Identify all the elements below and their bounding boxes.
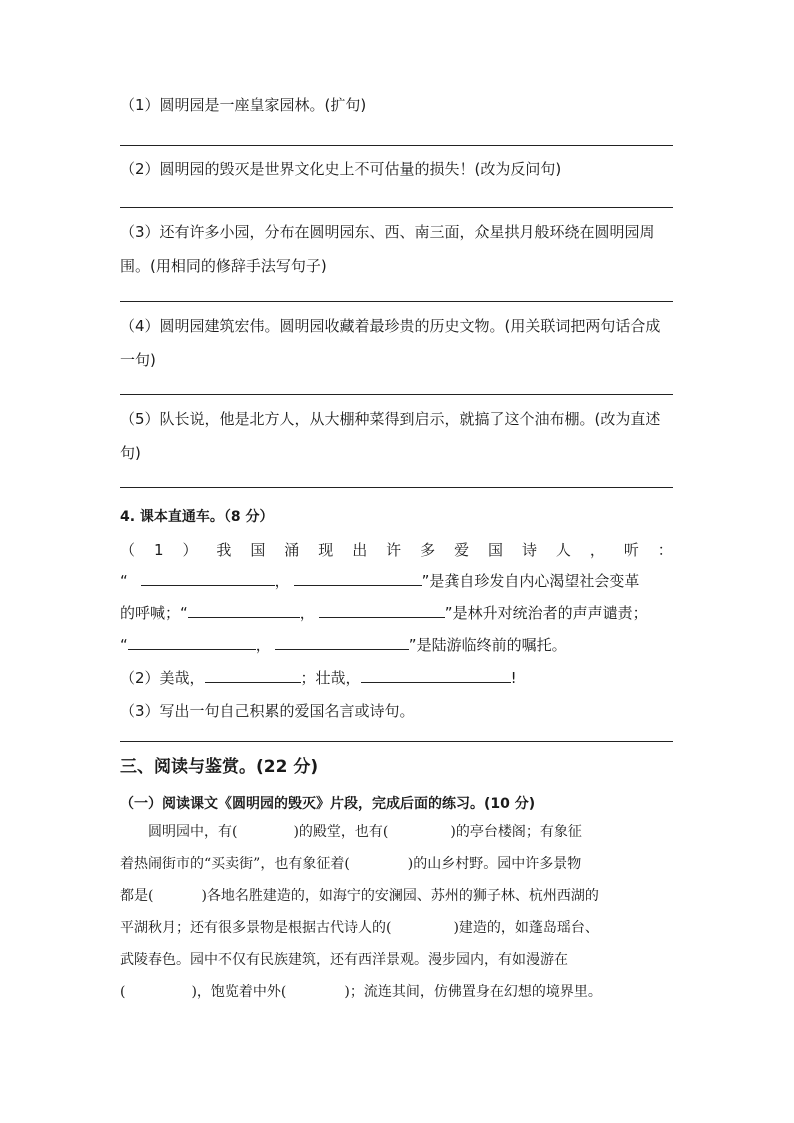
q4-s1-char: 1: [153, 541, 164, 559]
passage-text: )，饱览着中外(: [191, 984, 287, 1000]
q4-s2: [120, 666, 675, 690]
q4-s1-char: 国: [250, 541, 266, 559]
q4-s1-char: 人: [555, 541, 571, 559]
q4-s1-char: ：: [657, 541, 673, 559]
blank-poem-3b[interactable]: [275, 633, 409, 650]
answer-line-5[interactable]: [120, 487, 673, 488]
q3-item-4: （4）圆明园建筑宏伟。圆明园收藏着最珍贵的历史文物。(用关联词把两句话合成一句): [120, 317, 661, 369]
passage-line-6: [120, 976, 676, 1008]
q4-s1-char: 许: [386, 541, 402, 559]
passage-line-5: 武陵春色。园中不仅有民族建筑，还有西洋景观。漫步园内，有如漫游在: [120, 952, 568, 968]
q4-s2-label-a: （2）美哉，: [120, 669, 205, 687]
q4-title: 4. 课本直通车。（8 分）: [120, 509, 274, 525]
blank-poem-2a[interactable]: [188, 601, 300, 618]
q4-s1-char: 国: [488, 541, 504, 559]
q4-s1-char: ）: [182, 541, 198, 559]
q3-item-1: （1）圆明园是一座皇家园林。(扩句): [120, 96, 367, 114]
blank-meizai[interactable]: [205, 666, 301, 683]
reading-passage: [120, 816, 676, 1008]
q4-s1-line4-text: ”是陆游临终前的嘱托。: [408, 636, 567, 654]
q4-s1-line2: [120, 569, 675, 593]
passage-text: (: [120, 984, 126, 1000]
q4-s1-line3-start: 的呼喊；“: [120, 604, 188, 622]
q4-s1-char: 现: [318, 541, 334, 559]
comma: ，: [299, 604, 315, 622]
q4-s1-char: 诗: [521, 541, 537, 559]
passage-text: 平湖秋月；还有很多景物是根据古代诗人的(: [120, 920, 392, 936]
q4-s1-line4: [120, 633, 675, 657]
answer-line-q4-3[interactable]: [120, 741, 673, 742]
q3-item-5: （5）队长说，他是北方人，从大棚种菜得到启示，就搞了这个油布棚。(改为直述句): [120, 410, 661, 462]
section3-title: 三、阅读与鉴赏。(22 分): [120, 757, 319, 777]
q4-s1-spread: [120, 538, 673, 562]
q4-s1-char: 爱: [454, 541, 470, 559]
q4-s2-label-b: ；壮哉，: [300, 669, 361, 687]
q4-s1-line3: [120, 601, 675, 625]
passage-text: )建造的，如蓬岛瑶台、: [453, 920, 599, 936]
q4-s1-line1: [120, 538, 675, 562]
passage-text: 着热闹街市的“买卖街”，也有象征着(: [120, 856, 350, 872]
answer-line-4[interactable]: [120, 394, 673, 395]
q4-s1-char: ，: [589, 541, 605, 559]
passage-text: )的山乡村野。园中许多景物: [407, 856, 582, 872]
answer-line-3[interactable]: [120, 301, 673, 302]
blank-poem-2b[interactable]: [319, 601, 445, 618]
q4-s1-char: （: [120, 541, 136, 559]
passage-text: )的亭台楼阁；有象征: [450, 824, 582, 840]
passage-text: )；流连其间，仿佛置身在幻想的境界里。: [344, 984, 602, 1000]
blank-poem-3a[interactable]: [128, 633, 256, 650]
blank-poem-1b[interactable]: [294, 569, 422, 586]
q4-s1-char: 出: [352, 541, 368, 559]
section3-sub1: （一）阅读课文《圆明园的毁灭》片段，完成后面的练习。(10 分): [120, 796, 536, 812]
q4-s1-line3-text: ”是林升对统治者的声声谴责；: [444, 604, 648, 622]
passage-text: 都是(: [120, 888, 154, 904]
passage-line-2: [120, 848, 676, 880]
quote-open: “: [120, 636, 128, 654]
q4-s1-char: 我: [216, 541, 232, 559]
q4-s1-char: 听: [623, 541, 639, 559]
passage-line-3: [120, 880, 676, 912]
q3-item-2: （2）圆明园的毁灭是世界文化史上不可估量的损失！(改为反问句): [120, 160, 562, 178]
blank-poem-1a[interactable]: [141, 569, 275, 586]
answer-line-2[interactable]: [120, 207, 673, 208]
q4-s1-line2-text: ”是龚自珍发自内心渴望社会变革: [421, 572, 640, 590]
blank-zhuangzai[interactable]: [361, 666, 511, 683]
quote-open: “: [120, 572, 128, 590]
passage-text: 圆明园中，有(: [148, 824, 238, 840]
q4-s1-char: 涌: [284, 541, 300, 559]
passage-line-1: [120, 816, 676, 848]
comma: ，: [255, 636, 271, 654]
q4-s1-char: 多: [420, 541, 436, 559]
answer-line-1[interactable]: [120, 145, 673, 146]
passage-text: )的殿堂，也有(: [293, 824, 389, 840]
q3-item-3: （3）还有许多小园，分布在圆明园东、西、南三面，众星拱月般环绕在圆明园周围。(用相同的修辞手法写句子): [120, 223, 655, 275]
passage-line-4: [120, 912, 676, 944]
q4-s2-label-c: !: [510, 669, 517, 687]
q4-s3: （3）写出一句自己积累的爱国名言或诗句。: [120, 702, 415, 720]
passage-text: )各地名胜建造的，如海宁的安澜园、苏州的狮子林、杭州西湖的: [201, 888, 599, 904]
comma: ，: [274, 572, 290, 590]
